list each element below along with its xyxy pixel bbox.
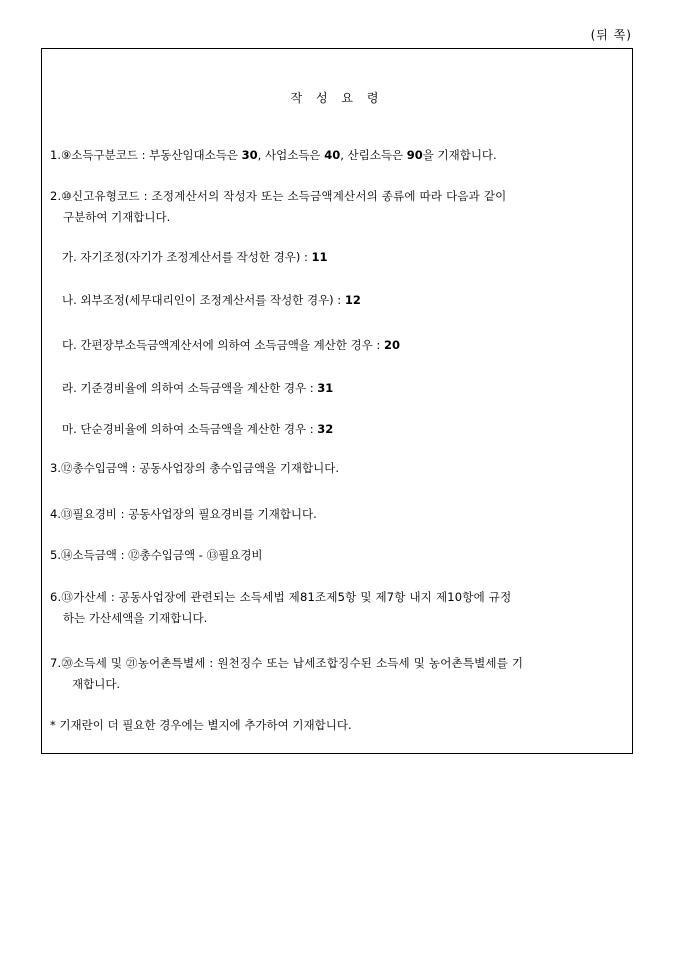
sub-item-ma	[62, 419, 624, 440]
instructions-frame	[41, 48, 633, 754]
sub-item-na-text: 나. 외부조정(세무대리인이 조정계산서를 작성한 경우) :	[62, 293, 345, 307]
item-income-tax-rural-tax	[50, 653, 624, 695]
sub-item-ra-code: 31	[317, 381, 334, 395]
sub-item-da-text: 다. 간편장부소득금액계산서에 의하여 소득금액을 계산한 경우 :	[62, 338, 384, 352]
item-7-line-2: 재합니다.	[72, 677, 121, 691]
sub-item-ga	[62, 247, 624, 268]
item-2-line-1: 2.⑩신고유형코드 : 조정계산서의 작성자 또는 소득금액계산서의 종류에 따라 다음과 같이	[50, 189, 507, 203]
item-income-amount: 5.⑭소득금액 : ⑫총수입금액 - ⑬필요경비	[50, 548, 263, 562]
code-30: 30	[241, 148, 258, 162]
sub-item-ma-code: 32	[317, 422, 334, 436]
item-necessary-expenses: 4.⑬필요경비 : 공동사업장의 필요경비를 기재합니다.	[50, 507, 317, 521]
instructions-title: 작 성 요 령	[290, 91, 384, 105]
sub-item-ra	[62, 378, 624, 399]
sub-item-ga-code: 11	[311, 250, 328, 264]
item-1-text-prefix: 1.⑨소득구분코드 : 부동산임대소득은	[50, 148, 242, 162]
code-90: 90	[406, 148, 423, 162]
sub-item-ma-text: 마. 단순경비율에 의하여 소득금액을 계산한 경우 :	[62, 422, 318, 436]
sub-item-da-code: 20	[383, 338, 400, 352]
item-6-line-2: 하는 가산세액을 기재합니다.	[63, 611, 208, 625]
item-1-text-suffix: 을 기재합니다.	[422, 148, 497, 162]
page-side-label: (뒤 쪽)	[590, 28, 632, 42]
sub-item-na-code: 12	[344, 293, 361, 307]
footnote: * 기재란이 더 필요한 경우에는 별지에 추가하여 기재합니다.	[50, 718, 352, 732]
item-1-text-mid1: , 사업소득은	[257, 148, 325, 162]
sub-item-ra-text: 라. 기준경비율에 의하여 소득금액을 계산한 경우 :	[62, 381, 318, 395]
item-6-line-1: 6.⑬가산세 : 공동사업장에 관련되는 소득세법 제81조제5항 및 제7항 내지 제10항에 규정	[50, 590, 512, 604]
item-report-type-code	[50, 186, 624, 228]
item-2-line-2: 구분하여 기재합니다.	[63, 210, 171, 224]
item-7-line-1: 7.⑳소득세 및 ㉑농어촌특별세 : 원천징수 또는 납세조합징수된 소득세 및 농어촌특별세를 기	[50, 656, 524, 670]
item-total-revenue: 3.⑫총수입금액 : 공동사업장의 총수입금액을 기재합니다.	[50, 461, 340, 475]
item-1-text-mid2: , 산림소득은	[340, 148, 407, 162]
code-40: 40	[324, 148, 341, 162]
sub-item-da	[62, 335, 624, 356]
sub-item-ga-text: 가. 자기조정(자기가 조정계산서를 작성한 경우) :	[62, 250, 312, 264]
sub-item-na	[62, 290, 624, 311]
item-additional-tax	[50, 587, 624, 629]
item-income-type-code	[50, 145, 624, 166]
